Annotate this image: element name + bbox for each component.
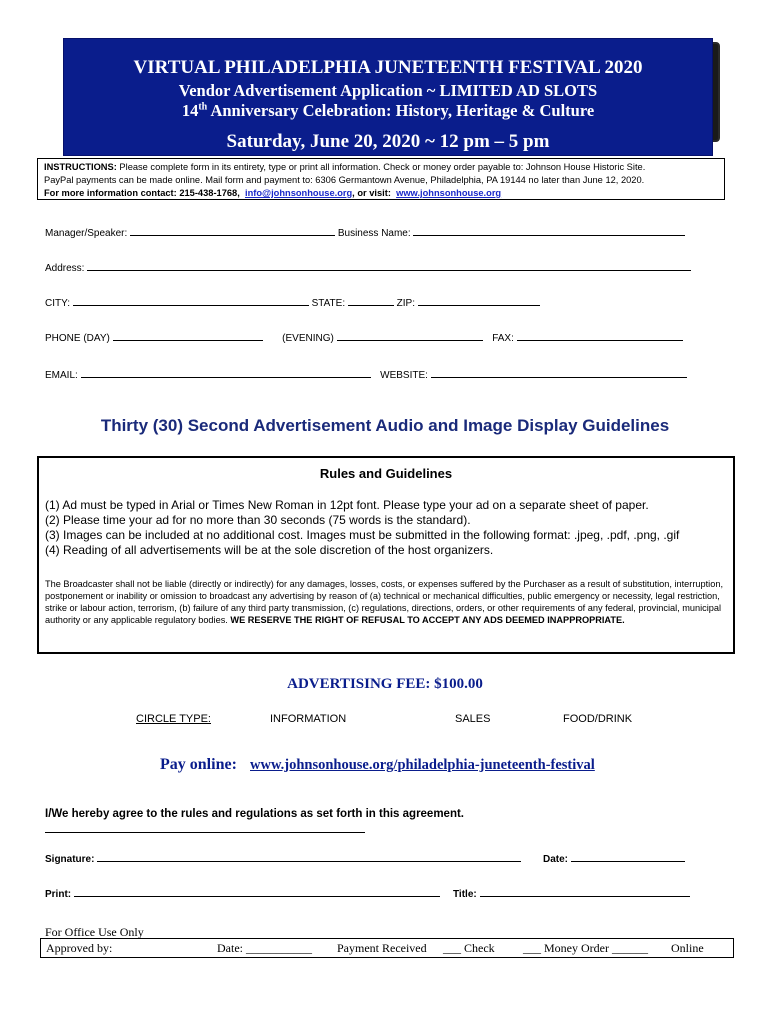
office-date-label: Date: ___________ (217, 941, 312, 955)
rule-item: (1) Ad must be typed in Arial or Times New Roman in 12pt font. Please type your ad on a separate sheet of paper. (45, 498, 649, 512)
city-field[interactable] (73, 296, 309, 306)
rules-box (37, 456, 735, 654)
zip-field[interactable] (418, 296, 540, 306)
check-option[interactable]: ___ Check (443, 941, 495, 955)
rules-list (45, 498, 679, 558)
agreement-underline (45, 832, 365, 833)
print-name-field[interactable] (74, 887, 440, 897)
phone-day-label: PHONE (DAY) (45, 333, 110, 344)
print-row (45, 887, 440, 900)
zip-label: ZIP: (396, 298, 416, 309)
event-date: Saturday, June 20, 2020 ~ 12 pm – 5 pm (226, 131, 550, 152)
email-row (45, 368, 687, 381)
office-use-label: For Office Use Only (45, 925, 144, 939)
disclaimer-text: The Broadcaster shall not be liable (directly or indirectly) for any damages, losses, costs, or expenses suffered by the Purchaser as a result of substitution, interruption, postponement or inability or omission to broadcast any advertising by reason of (a) technical or mechanical difficulties, public emergency or necessity, legal restriction, strike or labour action, terrorism, (b) failure of any third party transmission, (c) regulations, directions, orders, or other requirements of any federal, provincial, municipal authority or any applicable regulatory bodies. (45, 579, 723, 625)
print-label: Print: (45, 889, 72, 900)
manager-row (45, 226, 685, 239)
phone-evening-field[interactable] (337, 331, 483, 341)
money-order-option[interactable]: ___ Money Order ______ (523, 941, 648, 955)
city-label: CITY: (45, 298, 71, 309)
website-link[interactable]: www.johnsonhouse.org (396, 188, 502, 198)
date-row (543, 852, 685, 865)
instructions-line-2: PayPal payments can be made online. Mail form and payment to: 6306 Germantown Avenue, Philadelphia, PA 19144 no later than June 12, 2020. (44, 175, 645, 185)
advertising-fee: ADVERTISING FEE: $100.00 (287, 676, 483, 692)
agreement-text: I/We hereby agree to the rules and regulations as set forth in this agreement. (45, 808, 465, 820)
state-label: STATE: (311, 298, 346, 309)
instructions-label: INSTRUCTIONS: (44, 162, 117, 172)
state-field[interactable] (348, 296, 394, 306)
address-row (45, 261, 691, 274)
address-label: Address: (45, 263, 85, 274)
payment-received-label: Payment Received (337, 941, 427, 955)
anniversary-suffix: th (198, 101, 208, 113)
approved-by-label: Approved by: (46, 941, 113, 955)
title-row (453, 887, 690, 900)
contact-email-link[interactable]: info@johnsonhouse.org (244, 188, 353, 198)
anniversary-number: 14 (181, 101, 199, 120)
date-field[interactable] (571, 852, 685, 862)
pay-online-label: Pay online: (160, 756, 237, 773)
contact-text: For more information contact: 215-438-1768, (44, 188, 240, 198)
phone-row (45, 331, 683, 344)
event-title: VIRTUAL PHILADELPHIA JUNETEENTH FESTIVAL 2020 (133, 57, 643, 78)
email-field[interactable] (81, 368, 371, 378)
address-field[interactable] (87, 261, 691, 271)
signature-row (45, 852, 521, 865)
anniversary-line (64, 101, 712, 121)
visit-text: , or visit: (352, 188, 391, 198)
rule-item: (2) Please time your ad for no more than 30 seconds (75 words is the standard). (45, 513, 471, 527)
online-option[interactable]: Online (671, 941, 704, 955)
signature-field[interactable] (97, 852, 521, 862)
circle-type-label: CIRCLE TYPE: (136, 713, 211, 725)
event-subtitle: Vendor Advertisement Application ~ LIMITED AD SLOTS (178, 81, 598, 100)
signature-label: Signature: (45, 854, 95, 865)
email-label: EMAIL: (45, 370, 78, 381)
anniversary-text: Anniversary Celebration: History, Heritage & Culture (210, 101, 595, 120)
city-row (45, 296, 540, 309)
fax-field[interactable] (517, 331, 683, 341)
business-name-field[interactable] (413, 226, 685, 236)
title-label: Title: (453, 889, 477, 900)
office-use-box (40, 938, 734, 958)
instructions-line-1: Please complete form in its entirety, type or print all information. Check or money order payable to: Johnson House Historic Site. (119, 162, 646, 172)
date-label: Date: (543, 854, 569, 865)
fax-label: FAX: (492, 333, 514, 344)
title-field[interactable] (480, 887, 690, 897)
disclaimer-bold: WE RESERVE THE RIGHT OF REFUSAL TO ACCEPT ANY ADS DEEMED INAPPROPRIATE. (230, 615, 625, 625)
evening-label: (EVENING) (282, 333, 334, 344)
business-label: Business Name: (337, 228, 411, 239)
website-field[interactable] (431, 368, 687, 378)
instructions-box (37, 158, 725, 200)
disclaimer (45, 578, 731, 626)
manager-label: Manager/Speaker: (45, 228, 128, 239)
phone-day-field[interactable] (113, 331, 263, 341)
rule-item: (3) Images can be included at no additional cost. Images must be submitted in the following format: .jpeg, .pdf, .png, .gif (45, 528, 680, 542)
option-sales[interactable]: SALES (455, 713, 491, 725)
rules-heading: Rules and Guidelines (319, 466, 453, 481)
header-banner (63, 38, 713, 156)
rule-item: (4) Reading of all advertisements will be at the sole discretion of the host organizers. (45, 543, 494, 557)
pay-online-link[interactable]: www.johnsonhouse.org/philadelphia-juneteenth-festival (250, 757, 595, 773)
option-information[interactable]: INFORMATION (270, 713, 347, 725)
manager-field[interactable] (130, 226, 335, 236)
website-label: WEBSITE: (380, 370, 428, 381)
option-food-drink[interactable]: FOOD/DRINK (563, 713, 633, 725)
guidelines-title: Thirty (30) Second Advertisement Audio and Image Display Guidelines (100, 416, 670, 435)
